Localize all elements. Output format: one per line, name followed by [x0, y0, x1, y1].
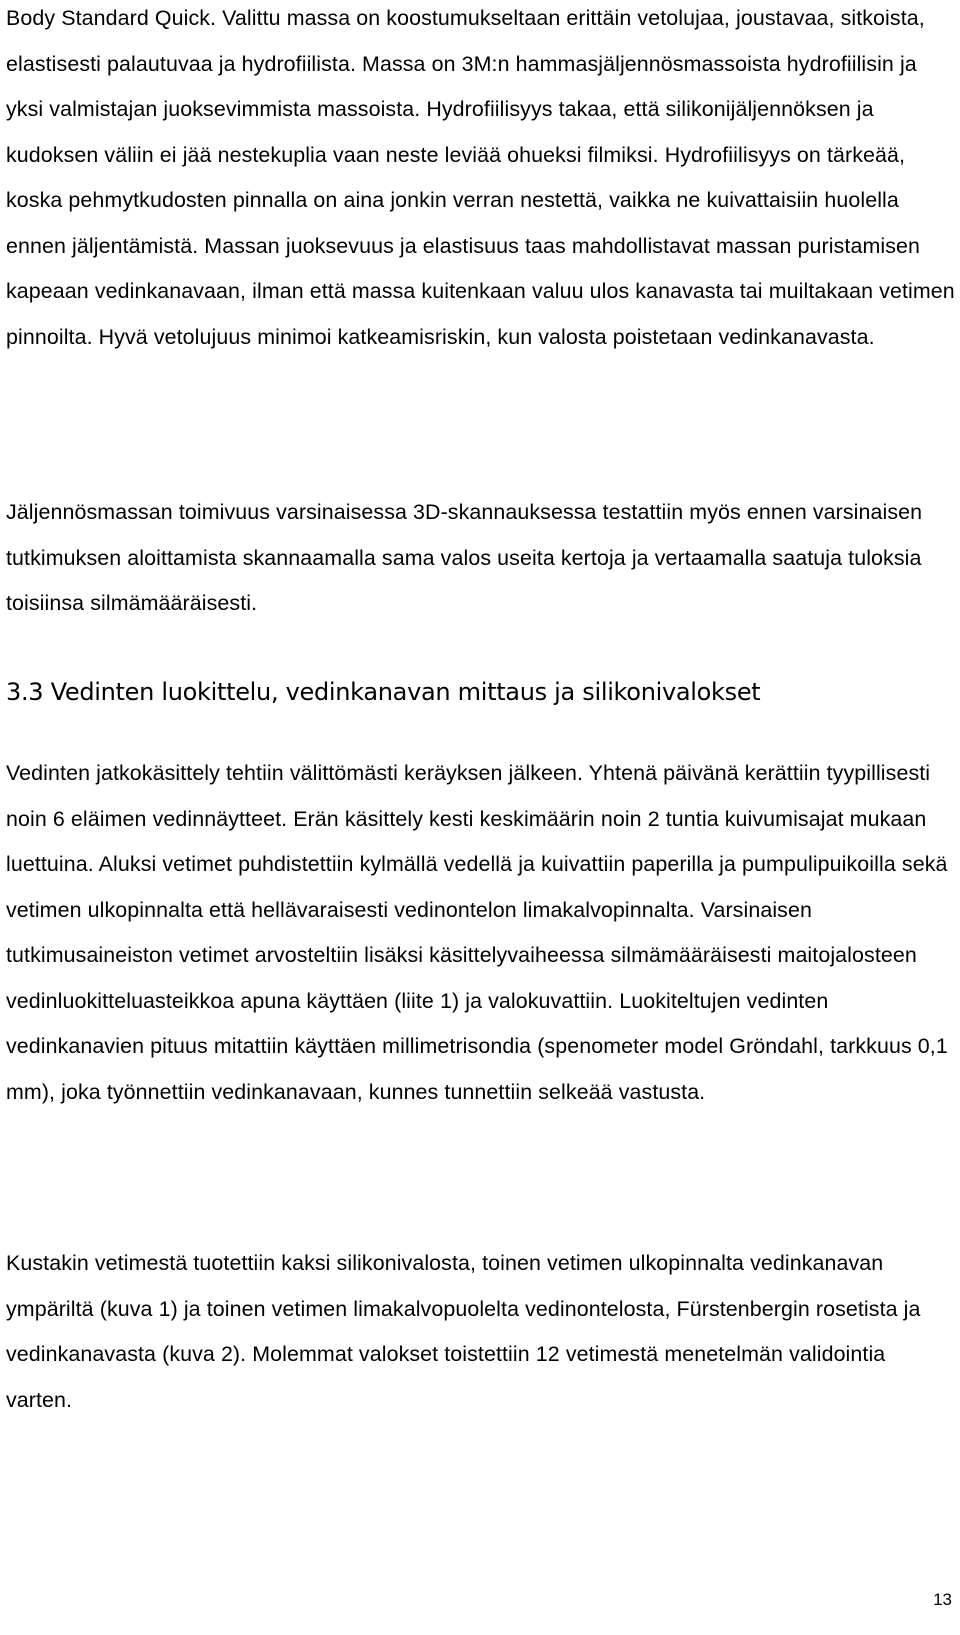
body-paragraph-silikonivalokset: Kustakin vetimestä tuotettiin kaksi silikonivalosta, toinen vetimen ulkopinnalta vedinkanavan ympäriltä (kuva 1) ja toinen vetimen limakalvopuolelta vedinontelosta, Fürstenbergin rosetista ja vedinkanavasta (kuva 2). Molemmat valokset toistettiin 12 vetimestä menetelmän validointia varten.	[6, 1251, 921, 1412]
section-heading: 3.3 Vedinten luokittelu, vedinkanavan mittaus ja silikonivalokset	[6, 678, 761, 706]
body-paragraph-testaus: Jäljennösmassan toimivuus varsinaisessa 3D-skannauksessa testattiin myös ennen varsinaisen tutkimuksen aloittamista skannaamalla sama valos useita kertoja ja vertaamalla saatuja tuloksia toisiinsa silmämääräisesti.	[6, 500, 923, 615]
body-paragraph-jatkokasittely: Vedinten jatkokäsittely tehtiin välittömästi keräyksen jälkeen. Yhtenä päivänä kerättiin tyypillisesti noin 6 eläimen vedinnäytteet. Erän käsittely kesti keskimäärin noin 2 tuntia kuivumisajat mukaan luettuina. Aluksi vetimet puhdistettiin kylmällä vedellä ja kuivattiin paperilla ja pumpulipuikoilla sekä vetimen ulkopinnalta että hellävaraisesti vedinontelon limakalvopinnalta. Varsinaisen tutkimusaineiston vetimet arvosteltiin lisäksi käsittelyvaiheessa silmämääräisesti maitojalosteen vedinluokitteluasteikkoa apuna käyttäen (liite 1) ja valokuvattiin. Luokiteltujen vedinten vedinkanavien pituus mitattiin käyttäen millimetrisondia (spenometer model Gröndahl, tarkkuus 0,1 mm), joka työnnettiin vedinkanavaan, kunnes tunnettiin selkeää vastusta.	[6, 761, 948, 1104]
page-number: 13	[933, 1590, 952, 1609]
body-paragraph-massa: Body Standard Quick. Valittu massa on koostumukseltaan erittäin vetolujaa, joustavaa, sitkoista, elastisesti palautuvaa ja hydrofiilista. Massa on 3M:n hammasjäljennösmassoista hydrofiilisin ja yksi valmistajan juoksevimmista massoista. Hydrofiilisyys takaa, että silikonijäljennöksen ja kudoksen väliin ei jää nestekuplia vaan neste leviää ohueksi filmiksi. Hydrofiilisyys on tärkeää, koska pehmytkudosten pinnalla on aina jonkin verran nestettä, vaikka ne kuivattaisiin huolella ennen jäljentämistä. Massan juoksevuus ja elastisuus taas mahdollistavat massan puristamisen kapeaan vedinkanavaan, ilman että massa kuitenkaan valuu ulos kanavasta tai muiltakaan vetimen pinnoilta. Hyvä vetolujuus minimoi katkeamisriskin, kun valosta poistetaan vedinkanavasta.	[6, 6, 955, 349]
